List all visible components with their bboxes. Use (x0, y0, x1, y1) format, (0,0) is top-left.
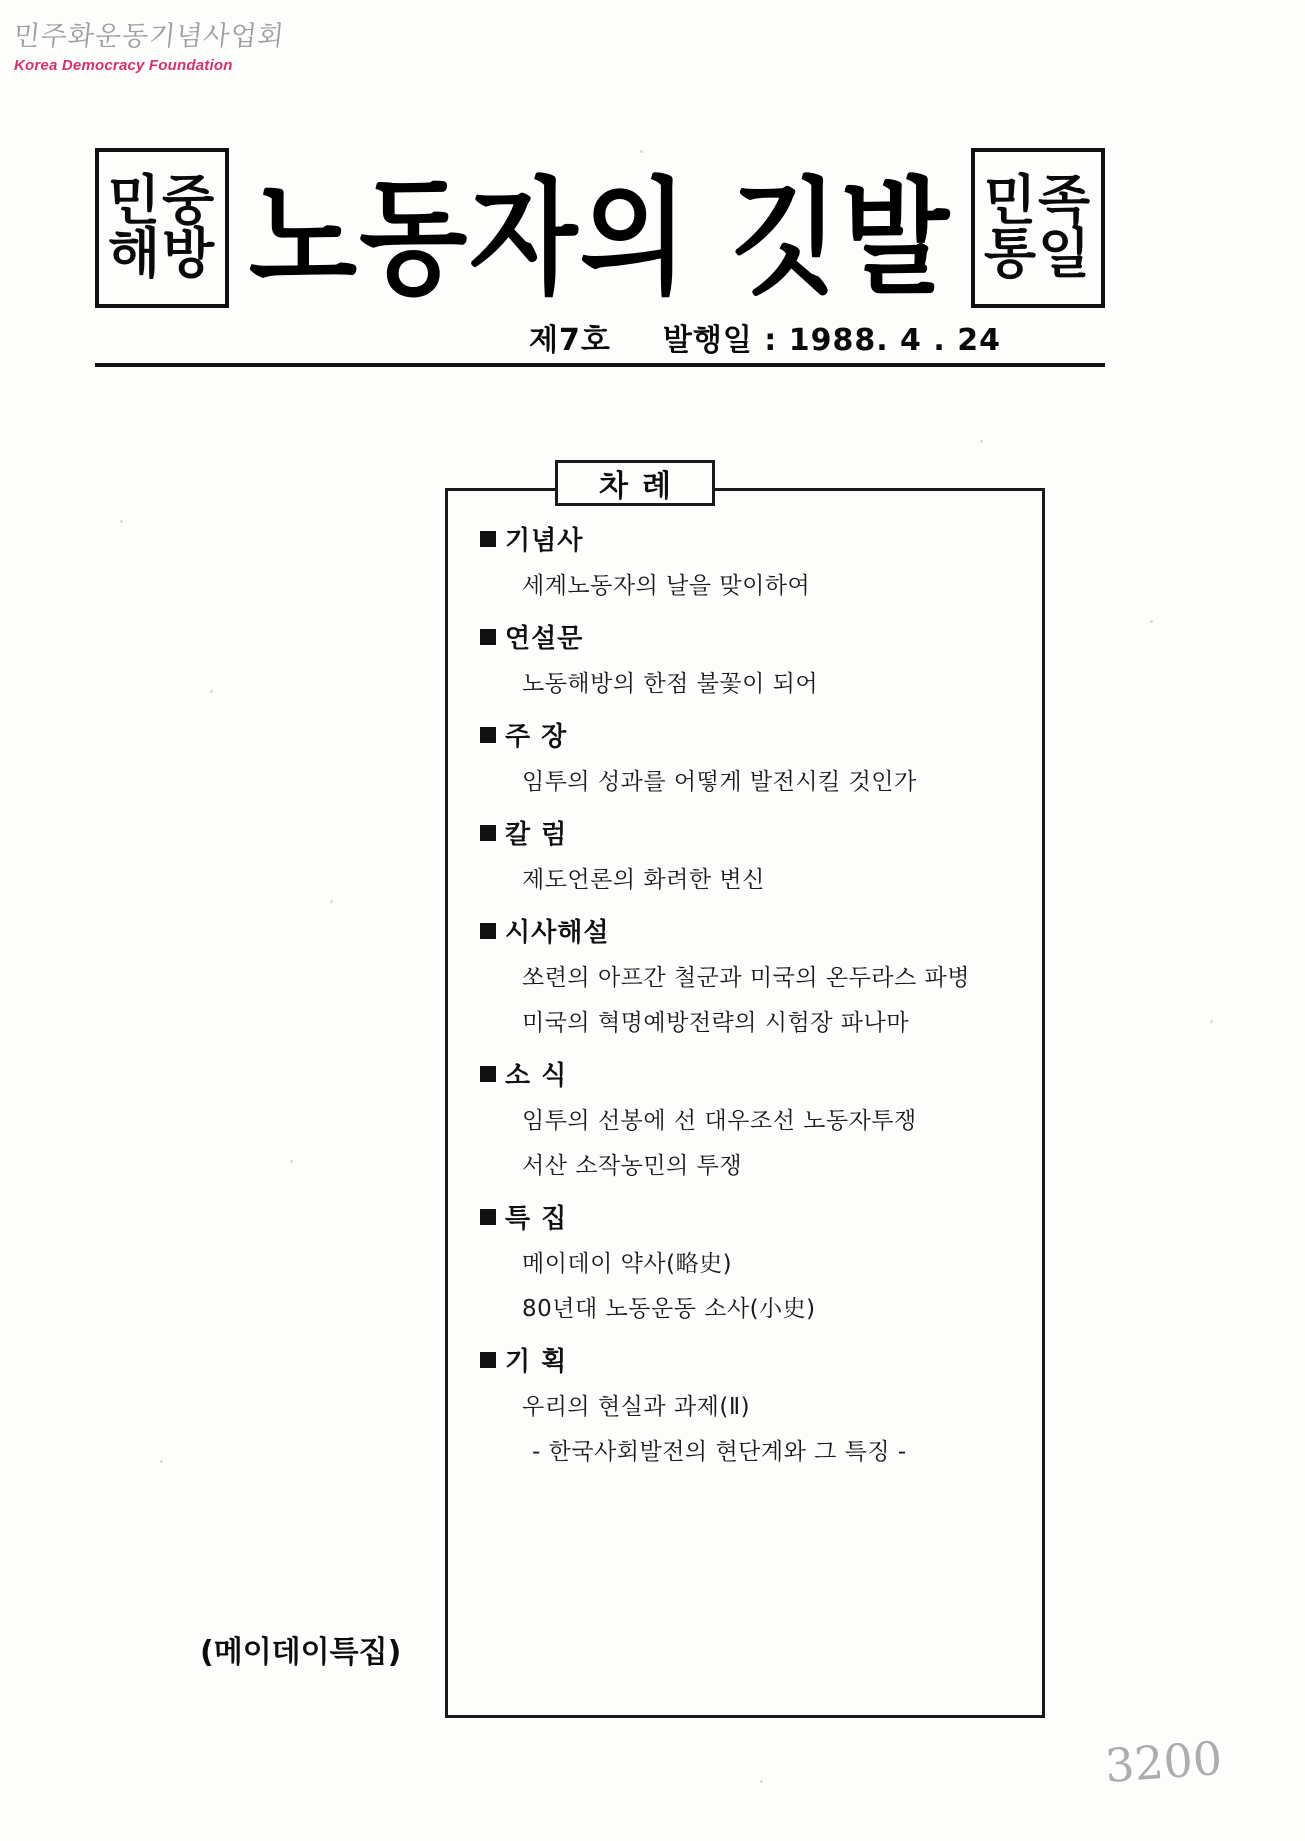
scan-speck (160, 1460, 163, 1463)
scan-speck (980, 440, 983, 443)
masthead-left-slogan-box (95, 148, 229, 308)
toc-section (480, 912, 1040, 1037)
issue-info-line (95, 315, 1105, 367)
toc-section-header (480, 520, 1040, 557)
issue-number: 제7호 (529, 323, 611, 358)
toc-section-header (480, 1198, 1040, 1235)
scan-speck (330, 900, 333, 903)
toc-entry: 우리의 현실과 과제(Ⅱ) (522, 1394, 751, 1420)
toc-section-label: 연설문 (505, 624, 584, 654)
square-bullet-icon (480, 531, 496, 547)
square-bullet-icon (480, 1209, 496, 1225)
toc-entry-subtitle: - 한국사회발전의 현단계와 그 특징 - (532, 1439, 907, 1465)
table-of-contents-heading: 차례 (599, 469, 685, 504)
square-bullet-icon (480, 825, 496, 841)
toc-entry: 미국의 혁명예방전략의 시험장 파나마 (522, 1010, 909, 1036)
toc-section-label: 시사해설 (505, 918, 610, 948)
toc-section-label: 주 장 (505, 722, 568, 752)
toc-entry: 메이데이 약사(略史) (522, 1251, 733, 1277)
toc-section-header (480, 716, 1040, 753)
masthead-right-slogan-line1: 민족 (983, 169, 1093, 233)
toc-section (480, 618, 1040, 698)
toc-section-label: 기념사 (505, 526, 584, 556)
scan-speck (760, 1780, 763, 1783)
masthead-right-slogan-box (971, 148, 1105, 308)
table-of-contents-heading-box (555, 460, 715, 506)
toc-entry: 임투의 성과를 어떻게 발전시킬 것인가 (522, 769, 917, 795)
masthead (95, 148, 1105, 312)
toc-section (480, 1341, 1040, 1466)
masthead-title-text: 노동자의 깃발 (248, 165, 952, 312)
square-bullet-icon (480, 923, 496, 939)
table-of-contents-list (480, 520, 1040, 1484)
toc-section-header (480, 1055, 1040, 1092)
special-issue-label: (메이데이특집) (200, 1635, 402, 1670)
scan-speck (210, 690, 213, 693)
handwritten-archive-number: 3200 (1103, 1730, 1224, 1794)
publish-date: 발행일 : 1988. 4 . 24 (662, 323, 1001, 358)
toc-entry: 노동해방의 한점 불꽃이 되어 (522, 671, 819, 697)
toc-entry: 80년대 노동운동 소사(小史) (522, 1296, 816, 1322)
toc-section-label: 칼 럼 (505, 820, 568, 850)
square-bullet-icon (480, 1066, 496, 1082)
scan-speck (290, 1160, 293, 1163)
archive-stamp-english-text: Korea Democracy Foundation (14, 57, 233, 74)
toc-entry: 임투의 선봉에 선 대우조선 노동자투쟁 (522, 1108, 917, 1134)
toc-entry: 서산 소작농민의 투쟁 (522, 1153, 743, 1179)
toc-section (480, 1055, 1040, 1180)
toc-entry: 쏘련의 아프간 철군과 미국의 온두라스 파병 (522, 965, 970, 991)
toc-section-header (480, 814, 1040, 851)
toc-section-label: 기 획 (505, 1347, 568, 1377)
scan-speck (1210, 1020, 1213, 1023)
scan-speck (1150, 620, 1153, 623)
toc-entry: 제도언론의 화려한 변신 (522, 867, 765, 893)
masthead-title (229, 148, 971, 312)
archive-stamp-korean-text: 민주화운동기념사업회 (12, 21, 287, 52)
toc-section-label: 특 집 (505, 1204, 568, 1234)
scan-speck (120, 520, 123, 523)
masthead-left-slogan-line2: 해방 (107, 222, 217, 285)
toc-section-header (480, 618, 1040, 655)
masthead-left-slogan-line1: 민중 (107, 169, 217, 233)
toc-section (480, 716, 1040, 796)
toc-section-header (480, 912, 1040, 949)
toc-section (480, 520, 1040, 600)
toc-section (480, 814, 1040, 894)
toc-section (480, 1198, 1040, 1323)
masthead-right-slogan-line2: 통일 (983, 222, 1093, 285)
scan-speck (640, 150, 643, 153)
archive-stamp (14, 14, 314, 74)
toc-entry: 세계노동자의 날을 맞이하여 (522, 573, 811, 599)
square-bullet-icon (480, 629, 496, 645)
square-bullet-icon (480, 1352, 496, 1368)
square-bullet-icon (480, 727, 496, 743)
toc-section-label: 소 식 (505, 1061, 568, 1091)
toc-section-header (480, 1341, 1040, 1378)
